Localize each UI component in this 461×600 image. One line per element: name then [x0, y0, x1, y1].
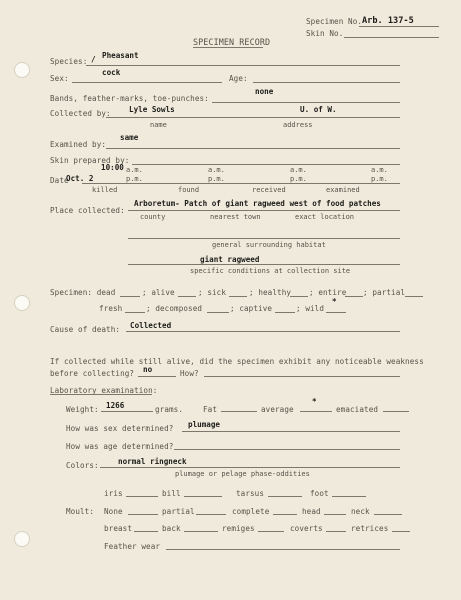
specimen-alive-label: ; alive	[142, 288, 175, 297]
moult-breast-label: breast	[104, 524, 133, 533]
moult-remiges-label: remiges	[222, 524, 255, 533]
bands-value: none	[255, 87, 274, 96]
average-blank	[300, 411, 332, 412]
age-line	[253, 82, 400, 83]
tarsus-line	[268, 496, 302, 497]
dead-blank	[120, 296, 140, 297]
lab-exam-heading: Laboratory examination:	[50, 386, 158, 395]
sex-value: cock	[102, 68, 121, 77]
pm-examined: p.m.	[371, 175, 388, 183]
bands-line	[212, 102, 400, 103]
moult-complete-line	[273, 514, 297, 515]
cause-of-death-label: Cause of death:	[50, 325, 121, 334]
weight-unit: grams.	[155, 405, 184, 414]
colors-line	[100, 467, 400, 468]
moult-retrices-line	[392, 531, 410, 532]
healthy-blank	[290, 296, 308, 297]
moult-head-label: head	[302, 507, 321, 516]
age-label: Age:	[229, 74, 248, 83]
collected-by-address-caption: address	[283, 121, 313, 129]
iris-line	[126, 496, 158, 497]
cause-of-death-value: Collected	[130, 321, 172, 330]
emaciated-blank	[383, 411, 409, 412]
examined-by-label: Examined by:	[50, 140, 107, 149]
weight-line	[101, 411, 153, 412]
form-title: SPECIMEN RECORD	[193, 37, 271, 47]
sex-determined-value: plumage	[188, 420, 221, 429]
sick-blank	[229, 296, 247, 297]
weight-label: Weight:	[66, 405, 99, 414]
am-examined: a.m.	[371, 166, 388, 174]
date-examined-caption: examined	[326, 186, 360, 194]
specimen-wild-label: ; wild	[296, 304, 325, 313]
punch-hole-bottom	[14, 531, 30, 547]
weakness-how-label: How?	[180, 369, 199, 378]
date-received-caption: received	[252, 186, 286, 194]
specimen-entire-label: ; entire	[309, 288, 347, 297]
moult-neck-line	[374, 514, 402, 515]
species-line	[86, 65, 400, 66]
bands-label: Bands, feather-marks, toe-punches:	[50, 94, 209, 103]
fresh-blank	[125, 312, 145, 313]
specimen-healthy-label: ; healthy	[249, 288, 292, 297]
sex-determined-line	[182, 431, 400, 432]
pm-received: p.m.	[290, 175, 307, 183]
place-location-caption: exact location	[295, 213, 355, 221]
moult-partial-label: partial	[162, 507, 195, 516]
weakness-answer: no	[143, 365, 153, 374]
skin-no-line	[344, 37, 439, 38]
pm-found: p.m.	[208, 175, 225, 183]
collected-by-name-caption: name	[150, 121, 167, 129]
fat-average-mark: *	[312, 397, 317, 406]
place-line	[128, 210, 400, 211]
fat-emaciated-label: emaciated	[336, 405, 379, 414]
skin-prepared-line	[132, 164, 400, 165]
specimen-sick-label: ; sick	[198, 288, 227, 297]
tarsus-label: tarsus	[236, 489, 265, 498]
fat-average-label: average	[261, 405, 294, 414]
date-killed-caption: killed	[92, 186, 118, 194]
moult-retrices-label: retrices	[351, 524, 389, 533]
weakness-question-line2: before collecting?	[50, 369, 135, 378]
habitat-line	[128, 238, 400, 239]
species-mark: /	[91, 55, 96, 64]
bill-label: bill	[162, 489, 181, 498]
collected-by-line	[106, 117, 400, 118]
punch-hole-middle	[14, 295, 30, 311]
decomposed-blank	[207, 312, 229, 313]
moult-partial-line	[196, 514, 226, 515]
date-value: Oct. 2	[66, 174, 94, 183]
specimen-fresh-label: fresh	[99, 304, 123, 313]
form-title-underline	[193, 47, 263, 48]
moult-neck-label: neck	[351, 507, 370, 516]
place-town-caption: nearest town	[210, 213, 261, 221]
conditions-caption: specific conditions at collection site	[190, 267, 351, 275]
am-found: a.m.	[208, 166, 225, 174]
colors-caption: plumage or pelage phase-oddities	[175, 470, 310, 478]
specimen-decomposed-label: ; decomposed	[146, 304, 203, 313]
sex-line	[72, 82, 222, 83]
lab-exam-underline	[50, 394, 152, 395]
weight-value: 1266	[106, 401, 125, 410]
skin-prepared-label: Skin prepared by:	[50, 156, 130, 165]
place-county-caption: county	[140, 213, 166, 221]
wild-blank	[326, 312, 346, 313]
conditions-value: giant ragweed	[200, 255, 260, 264]
specimen-no-line	[359, 26, 439, 27]
date-found-caption: found	[178, 186, 200, 194]
feather-wear-label: Feather wear	[104, 542, 161, 551]
fat-label: Fat	[203, 405, 218, 414]
specimen-captive-label: ; captive	[230, 304, 273, 313]
foot-label: foot	[310, 489, 329, 498]
wild-check-mark: *	[332, 297, 337, 306]
moult-coverts-line	[326, 531, 346, 532]
moult-none-line	[128, 514, 158, 515]
date-label: Date	[50, 176, 69, 185]
examined-by-line	[106, 148, 400, 149]
weakness-answer-line	[138, 376, 176, 377]
moult-complete-label: complete	[232, 507, 270, 516]
conditions-line	[128, 264, 400, 265]
cause-of-death-line	[126, 331, 400, 332]
sex-determined-label: How was sex determined?	[66, 424, 174, 433]
place-value: Arboretum- Patch of giant ragweed west of food patches	[134, 199, 381, 208]
age-determined-line	[174, 449, 400, 450]
moult-remiges-line	[258, 531, 284, 532]
moult-none-label: None	[104, 507, 123, 516]
specimen-no-value: Arb. 137-5	[362, 16, 414, 26]
am-killed: a.m.	[126, 166, 143, 174]
date-line	[82, 183, 400, 184]
specimen-partial-label: ; partial	[363, 288, 406, 297]
species-value: Pheasant	[102, 51, 139, 60]
iris-label: iris	[104, 489, 123, 498]
weakness-how-line	[204, 376, 400, 377]
moult-breast-line	[134, 531, 158, 532]
partial-blank	[405, 296, 423, 297]
examined-by-value: same	[120, 133, 139, 142]
age-determined-label: How was age determined?	[66, 442, 174, 451]
moult-label: Moult:	[66, 507, 95, 516]
moult-head-line	[324, 514, 346, 515]
fat-line	[221, 411, 257, 412]
moult-back-label: back	[162, 524, 181, 533]
skin-no-label: Skin No.	[306, 29, 344, 38]
collected-by-label: Collected by:	[50, 109, 111, 118]
place-label: Place collected:	[50, 206, 125, 215]
moult-back-line	[184, 531, 218, 532]
collected-by-address: U. of W.	[300, 105, 337, 114]
collected-by-name: Lyle Sowls	[129, 105, 175, 114]
time-value: 10:00	[101, 163, 124, 172]
am-received: a.m.	[290, 166, 307, 174]
foot-line	[332, 496, 366, 497]
pm-killed: p.m.	[126, 175, 143, 183]
punch-hole-top	[14, 62, 30, 78]
species-label: Species:	[50, 57, 88, 66]
alive-blank	[178, 296, 196, 297]
entire-blank	[345, 296, 363, 297]
specimen-no-label: Specimen No.	[306, 17, 363, 26]
specimen-dead-label: Specimen: dead	[50, 288, 116, 297]
captive-blank	[275, 312, 295, 313]
weakness-question-line1: If collected while still alive, did the specimen exhibit any noticeable weakness	[50, 357, 424, 366]
colors-value: normal ringneck	[118, 457, 187, 466]
colors-label: Colors:	[66, 461, 99, 470]
habitat-caption: general surrounding habitat	[212, 241, 326, 249]
moult-coverts-label: coverts	[290, 524, 323, 533]
feather-wear-line	[166, 549, 400, 550]
bill-line	[184, 496, 222, 497]
sex-label: Sex:	[50, 74, 69, 83]
